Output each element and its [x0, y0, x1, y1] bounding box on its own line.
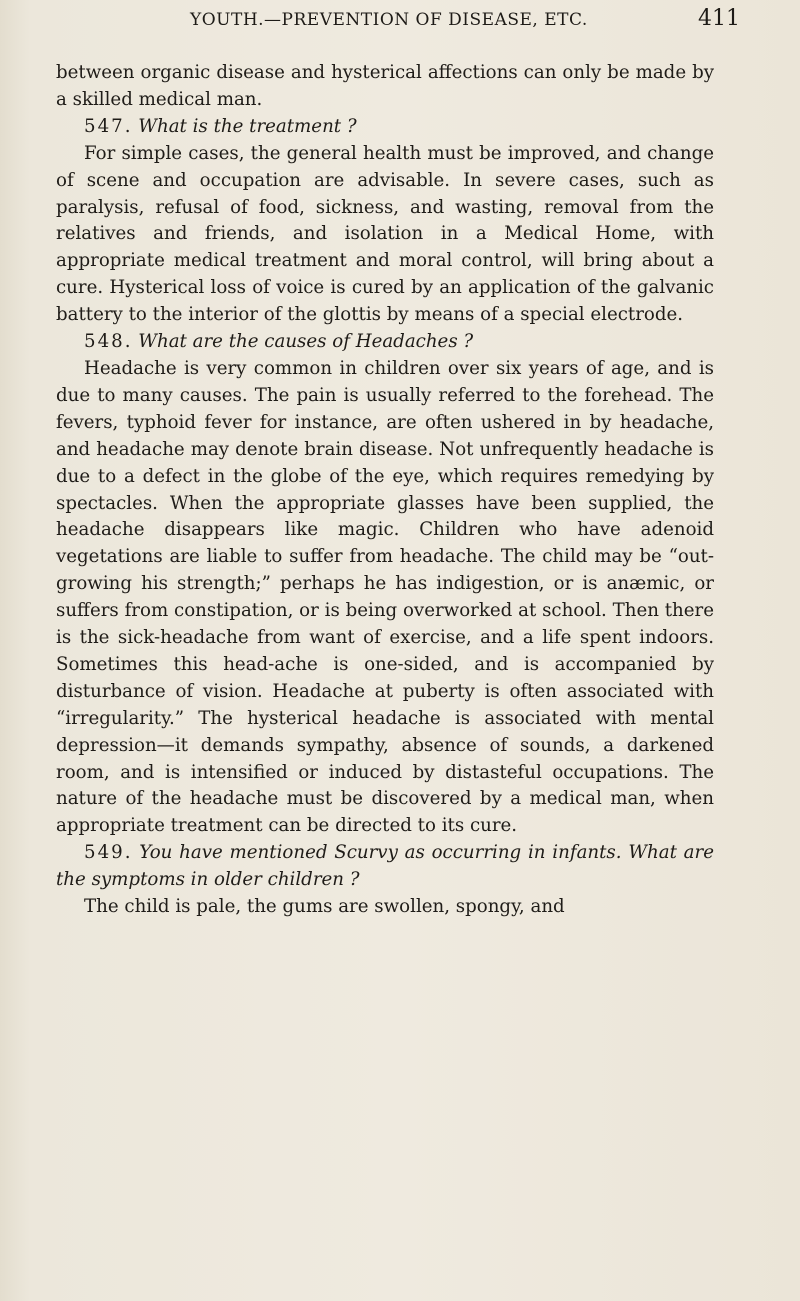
question-number: 548.	[84, 331, 133, 353]
question-547	[56, 114, 714, 141]
paragraph-continuation: between organic disease and hysterical affections can only be made by a skilled medical man.	[56, 62, 714, 110]
running-title: YOUTH.—PREVENTION OF DISEASE, ETC.	[190, 10, 588, 30]
body-text	[56, 60, 714, 921]
page-number: 411	[698, 6, 740, 31]
page-header	[0, 6, 800, 46]
question-548	[56, 329, 714, 356]
answer-549: The child is pale, the gums are swollen, spongy, and	[84, 896, 565, 918]
answer-548: Headache is very common in children over six years of age, and is due to many causes. The pain is usually referred to the forehead. The fevers, typhoid fever for instance, are often ushered in by headache, and headache may denote brain disease. Not unfrequently headache is due to a defect in the globe of the eye, which requires remedying by spectacles. When the appropriate glasses have been supplied, the headache disappears like magic. Children who have adenoid vegetations are liable to suffer from headache. The child may be “out-growing his strength;” perhaps he has indigestion, or is anæmic, or suffers from constipation, or is being overworked at school. Then there is the sick-headache from want of exercise, and a life spent indoors. Sometimes this head-ache is one-sided, and is accompanied by disturbance of vision. Headache at puberty is often associated with “irregularity.” The hysterical headache is associated with mental depression—it demands sympathy, absence of sounds, a darkened room, and is intensified or induced by distasteful occupations. The nature of the headache must be discovered by a medical man, when appropriate treatment can be directed to its cure.	[56, 357, 714, 837]
question-549	[56, 840, 714, 894]
question-text: What are the causes of Headaches ?	[138, 331, 474, 353]
question-text: What is the treatment ?	[138, 115, 357, 137]
question-text: You have mentioned Scurvy as occurring in infants. What are the symptoms in older children ?	[56, 842, 714, 891]
answer-547: For simple cases, the general health must be improved, and change of scene and occupation are advisable. In severe cases, such as paralysis, refusal of food, sickness, and wasting, removal from the relatives and friends, and isolation in a Medical Home, with appropriate medical treatment and moral control, will bring about a cure. Hysterical loss of voice is cured by an application of the galvanic battery to the interior of the glottis by means of a special electrode.	[56, 142, 714, 326]
question-number: 549.	[84, 842, 133, 864]
question-number: 547.	[84, 115, 133, 137]
